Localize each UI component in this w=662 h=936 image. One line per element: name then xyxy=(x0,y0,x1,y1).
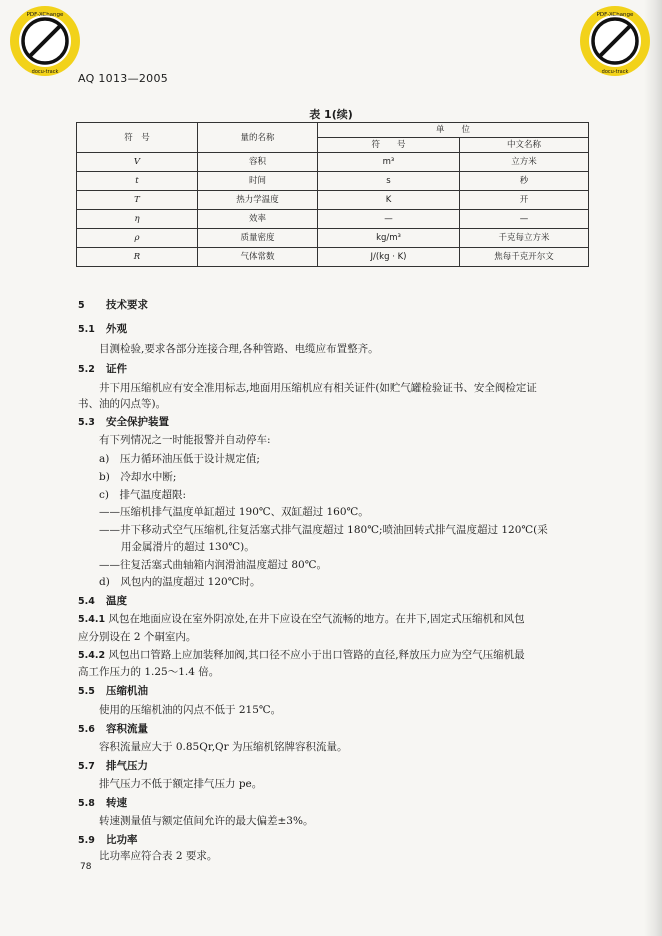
section-5-4-1-line1: 5.4.1 风包在地面应设在室外阴凉处,在井下应设在空气流畅的地方。在井下,固定式压缩机和风包 xyxy=(78,613,525,625)
section-5-heading: 5 技术要求 xyxy=(78,299,148,311)
svg-text:PDF-XChange: PDF-XChange xyxy=(26,12,64,18)
cell-quantity: 热力学温度 xyxy=(198,191,318,210)
list-item-c1: ——压缩机排气温度单缸超过 190℃、双缸超过 160℃。 xyxy=(99,506,369,518)
cell-unit-cn: — xyxy=(460,210,589,229)
cell-unit-cn: 焦每千克开尔文 xyxy=(460,248,589,267)
section-5-9-body: 比功率应符合表 2 要求。 xyxy=(99,850,218,862)
units-table xyxy=(76,122,589,267)
cell-symbol: R xyxy=(77,248,198,267)
section-5-6-body: 容积流量应大于 0.85Qr,Qr 为压缩机铭牌容积流量。 xyxy=(99,741,348,753)
table-row xyxy=(77,172,589,191)
col-header-unit-cn: 中文名称 xyxy=(460,138,589,153)
section-5-7-body: 排气压力不低于额定排气压力 pe。 xyxy=(99,778,263,790)
col-header-unit-symbol: 符 号 xyxy=(318,138,460,153)
cell-unit-symbol: kg/m³ xyxy=(318,229,460,248)
list-item-c3: ——往复活塞式曲轴箱内润滑油温度超过 80℃。 xyxy=(99,559,327,571)
cell-unit-cn: 立方米 xyxy=(460,153,589,172)
svg-text:PDF-XChange: PDF-XChange xyxy=(596,12,634,18)
pdf-xchange-stamp-left[interactable] xyxy=(8,4,82,78)
section-5-2-body-line1: 井下用压缩机应有安全准用标志,地面用压缩机应有相关证件(如贮气罐检验证书、安全阀检定证 xyxy=(99,382,537,394)
table-row xyxy=(77,210,589,229)
section-5-6-heading: 5.6 容积流量 xyxy=(78,723,148,735)
cell-unit-symbol: — xyxy=(318,210,460,229)
section-5-3-intro: 有下列情况之一时能报警并自动停车: xyxy=(99,434,271,446)
cell-quantity: 容积 xyxy=(198,153,318,172)
section-5-4-1-line2: 应分别设在 2 个硐室内。 xyxy=(78,631,197,643)
page-number: 78 xyxy=(80,862,92,872)
section-5-5-body: 使用的压缩机油的闪点不低于 215℃。 xyxy=(99,704,282,716)
section-5-5-heading: 5.5 压缩机油 xyxy=(78,685,148,697)
section-5-8-body: 转速测量值与额定值间允许的最大偏差±3%。 xyxy=(99,815,314,827)
cell-unit-cn: 千克每立方米 xyxy=(460,229,589,248)
table-row xyxy=(77,229,589,248)
cell-symbol: V xyxy=(77,153,198,172)
section-5-1-heading: 5.1 外观 xyxy=(78,323,127,335)
section-5-4-2-line1: 5.4.2 风包出口管路上应加装释加阀,其口径不应小于出口管路的直径,释放压力应为空气压缩机最 xyxy=(78,649,525,661)
col-header-symbol: 符 号 xyxy=(77,123,198,153)
section-5-8-heading: 5.8 转速 xyxy=(78,797,127,809)
svg-text:docu-track: docu-track xyxy=(31,69,59,75)
pdf-xchange-stamp-right[interactable] xyxy=(578,4,652,78)
section-5-9-heading: 5.9 比功率 xyxy=(78,834,138,846)
cell-quantity: 效率 xyxy=(198,210,318,229)
cell-symbol: η xyxy=(77,210,198,229)
table-row xyxy=(77,191,589,210)
col-header-quantity: 量的名称 xyxy=(198,123,318,153)
cell-symbol: T xyxy=(77,191,198,210)
cell-unit-symbol: m³ xyxy=(318,153,460,172)
list-item-c: c) 排气温度超限: xyxy=(99,489,187,501)
list-item-c2-line2: 用金属滑片的超过 130℃)。 xyxy=(121,541,255,553)
scan-edge xyxy=(644,0,662,936)
cell-quantity: 气体常数 xyxy=(198,248,318,267)
section-5-4-2-line2: 高工作压力的 1.25～1.4 倍。 xyxy=(78,666,220,678)
cell-unit-symbol: s xyxy=(318,172,460,191)
col-header-unit: 单 位 xyxy=(318,123,589,138)
cell-unit-symbol: K xyxy=(318,191,460,210)
cell-symbol: ρ xyxy=(77,229,198,248)
section-5-2-body-line2: 书、油的闪点等)。 xyxy=(78,398,167,410)
section-5-4-heading: 5.4 温度 xyxy=(78,595,127,607)
cell-symbol: t xyxy=(77,172,198,191)
cell-unit-cn: 秒 xyxy=(460,172,589,191)
section-5-7-heading: 5.7 排气压力 xyxy=(78,760,148,772)
cell-quantity: 质量密度 xyxy=(198,229,318,248)
list-item-b: b) 冷却水中断; xyxy=(99,471,177,483)
cell-unit-symbol: J/(kg · K) xyxy=(318,248,460,267)
svg-text:docu-track: docu-track xyxy=(601,69,629,75)
cell-unit-cn: 开 xyxy=(460,191,589,210)
table-row xyxy=(77,153,589,172)
list-item-c2-line1: ——井下移动式空气压缩机,往复活塞式排气温度超过 180℃;喷油回转式排气温度超过 120℃(采 xyxy=(99,524,548,536)
list-item-d: d) 风包内的温度超过 120℃时。 xyxy=(99,576,261,588)
section-5-1-body: 目测检验,要求各部分连接合理,各种管路、电缆应布置整齐。 xyxy=(99,343,379,355)
section-5-3-heading: 5.3 安全保护装置 xyxy=(78,416,169,428)
document-id: AQ 1013—2005 xyxy=(78,72,169,85)
table-row xyxy=(77,248,589,267)
section-5-2-heading: 5.2 证件 xyxy=(78,363,127,375)
table-caption: 表 1(续) xyxy=(309,108,353,121)
cell-quantity: 时间 xyxy=(198,172,318,191)
list-item-a: a) 压力循环油压低于设计规定值; xyxy=(99,453,260,465)
